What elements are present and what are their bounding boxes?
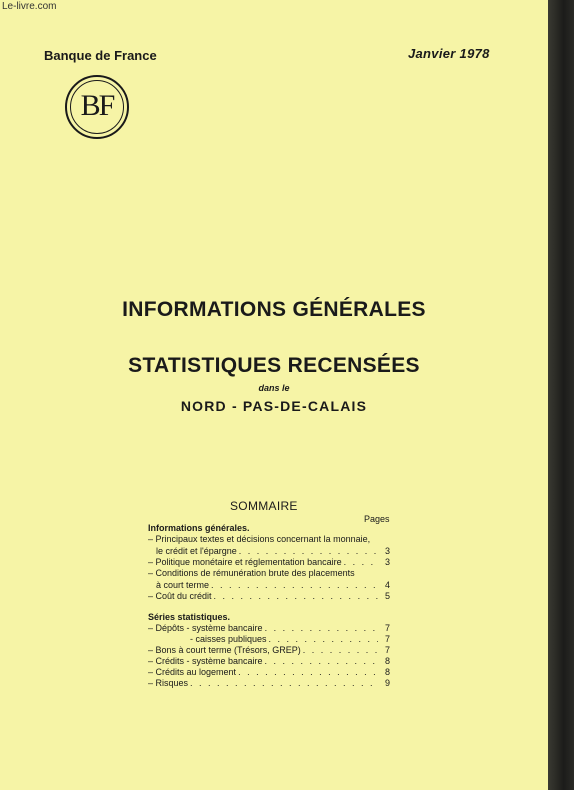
title-connector: dans le xyxy=(258,383,290,393)
toc-page-number: 7 xyxy=(384,623,390,633)
leader-dots xyxy=(301,645,378,656)
leader-dots xyxy=(267,634,378,645)
table-of-contents xyxy=(148,523,390,689)
region-title: NORD - PAS-DE-CALAIS xyxy=(180,398,368,414)
toc-page-number: 9 xyxy=(384,678,390,688)
leader-dots xyxy=(212,591,378,602)
toc-entry-text: - caisses publiques xyxy=(190,634,267,644)
toc-entry xyxy=(148,667,390,678)
toc-page-number: 3 xyxy=(384,557,390,567)
toc-entry-text: – Crédits - système bancaire xyxy=(148,656,263,666)
toc-entry-line xyxy=(148,568,390,579)
watermark: Le-livre.com xyxy=(2,1,57,12)
toc-entry-text: à court terme xyxy=(156,580,210,590)
bf-logo xyxy=(65,75,129,139)
toc-entry-text: – Risques xyxy=(148,678,189,688)
toc-entry-line xyxy=(148,634,390,645)
toc-entry xyxy=(148,557,390,568)
toc-entry-line xyxy=(148,678,390,689)
toc-entry xyxy=(148,678,390,689)
toc-entry xyxy=(148,591,390,602)
toc-entry xyxy=(148,645,390,656)
title-informations: INFORMATIONS GÉNÉRALES xyxy=(122,298,426,321)
toc-section-heading: Informations générales. xyxy=(148,523,250,533)
toc-page-number: 3 xyxy=(384,546,390,556)
toc-entry-line xyxy=(148,534,390,545)
toc-entry-text: – Coût du crédit xyxy=(148,591,212,601)
toc-entry xyxy=(148,656,390,667)
toc-entry-line xyxy=(148,667,390,678)
toc-entry xyxy=(148,623,390,634)
title-statistiques: STATISTIQUES RECENSÉES xyxy=(128,354,420,377)
toc-page-number: 7 xyxy=(384,645,390,655)
toc-entry-text: – Conditions de rémunération brute des placements xyxy=(148,568,355,578)
toc-entry-line xyxy=(148,656,390,667)
toc-entry-line xyxy=(148,645,390,656)
toc-entry-line xyxy=(148,591,390,602)
toc-page-number: 4 xyxy=(384,580,390,590)
toc-entry-text: – Dépôts - système bancaire xyxy=(148,623,263,633)
toc-entry xyxy=(148,534,390,557)
toc-entry-line xyxy=(148,580,390,591)
toc-entry-text: – Bons à court terme (Trésors, GREP) xyxy=(148,645,301,655)
leader-dots xyxy=(263,656,378,667)
issue-date: Janvier 1978 xyxy=(408,46,490,61)
leader-dots xyxy=(188,678,378,689)
section-gap xyxy=(148,602,390,612)
pages-column-label: Pages xyxy=(364,514,390,524)
toc-page-number: 8 xyxy=(384,656,390,666)
sommaire-title: SOMMAIRE xyxy=(230,499,298,513)
toc-page-number: 7 xyxy=(384,634,390,644)
toc-entry-text: le crédit et l'épargne xyxy=(156,546,237,556)
leader-dots xyxy=(342,557,378,568)
toc-page-number: 5 xyxy=(384,591,390,601)
toc-entry-line xyxy=(148,623,390,634)
page-edge-shadow xyxy=(548,0,574,790)
issuer-name: Banque de France xyxy=(44,48,157,63)
toc-entry-line xyxy=(148,546,390,557)
logo-text: BF xyxy=(80,89,114,122)
toc-entry-text: – Crédits au logement xyxy=(148,667,237,677)
leader-dots xyxy=(209,580,378,591)
toc-entry-text: – Principaux textes et décisions concernant la monnaie, xyxy=(148,534,371,544)
toc-section-heading: Séries statistiques. xyxy=(148,612,231,622)
toc-page-number: 8 xyxy=(384,667,390,677)
leader-dots xyxy=(263,623,378,634)
leader-dots xyxy=(236,667,378,678)
toc-entry xyxy=(148,568,390,591)
toc-entry-line xyxy=(148,557,390,568)
leader-dots xyxy=(237,546,378,557)
toc-entry-text: – Politique monétaire et réglementation bancaire xyxy=(148,557,342,567)
toc-entry xyxy=(148,634,390,645)
